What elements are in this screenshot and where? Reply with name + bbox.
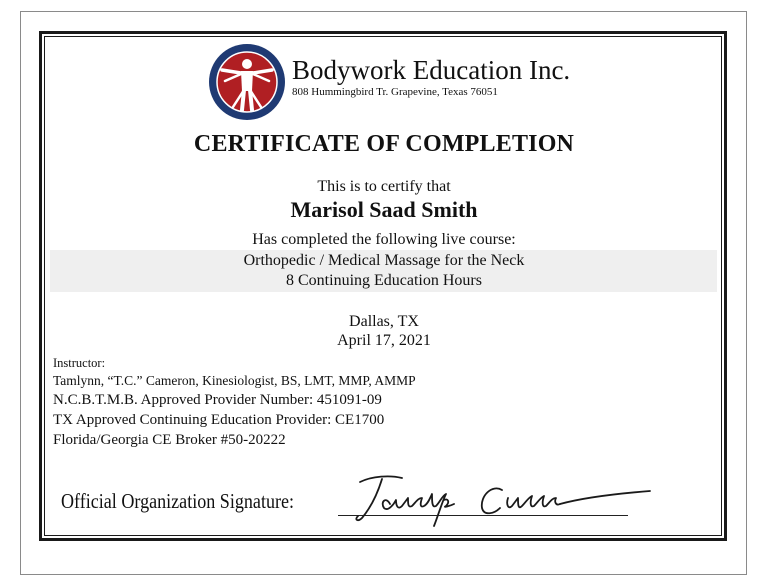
- recipient-name: Marisol Saad Smith: [290, 197, 478, 222]
- instructor-name: Tamlynn, “T.C.” Cameron, Kinesiologist, BS, LMT, MMP, AMMP: [53, 373, 416, 388]
- vitruvian-man-logo-icon: [208, 43, 286, 121]
- instructor-label: Instructor:: [53, 356, 106, 370]
- certify-text: This is to certify that: [317, 178, 451, 195]
- completed-text: Has completed the following live course:: [252, 231, 516, 248]
- organization-address: 808 Hummingbird Tr. Grapevine, Texas 76051: [292, 86, 498, 98]
- certificate-title: CERTIFICATE OF COMPLETION: [193, 131, 575, 157]
- course-date: April 17, 2021: [337, 332, 431, 349]
- signature-label: Official Organization Signature:: [61, 489, 295, 513]
- course-location: Dallas, TX: [349, 313, 419, 330]
- tx-provider-number: TX Approved Continuing Education Provider: CE1700: [53, 412, 385, 428]
- ce-broker-number: Florida/Georgia CE Broker #50-20222: [53, 432, 286, 448]
- course-name: Orthopedic / Medical Massage for the Neck: [243, 252, 525, 269]
- provider-number: N.C.B.T.M.B. Approved Provider Number: 451091-09: [53, 392, 382, 408]
- course-hours: 8 Continuing Education Hours: [286, 272, 482, 289]
- handwritten-signature: [332, 470, 662, 530]
- organization-name: Bodywork Education Inc.: [292, 55, 571, 85]
